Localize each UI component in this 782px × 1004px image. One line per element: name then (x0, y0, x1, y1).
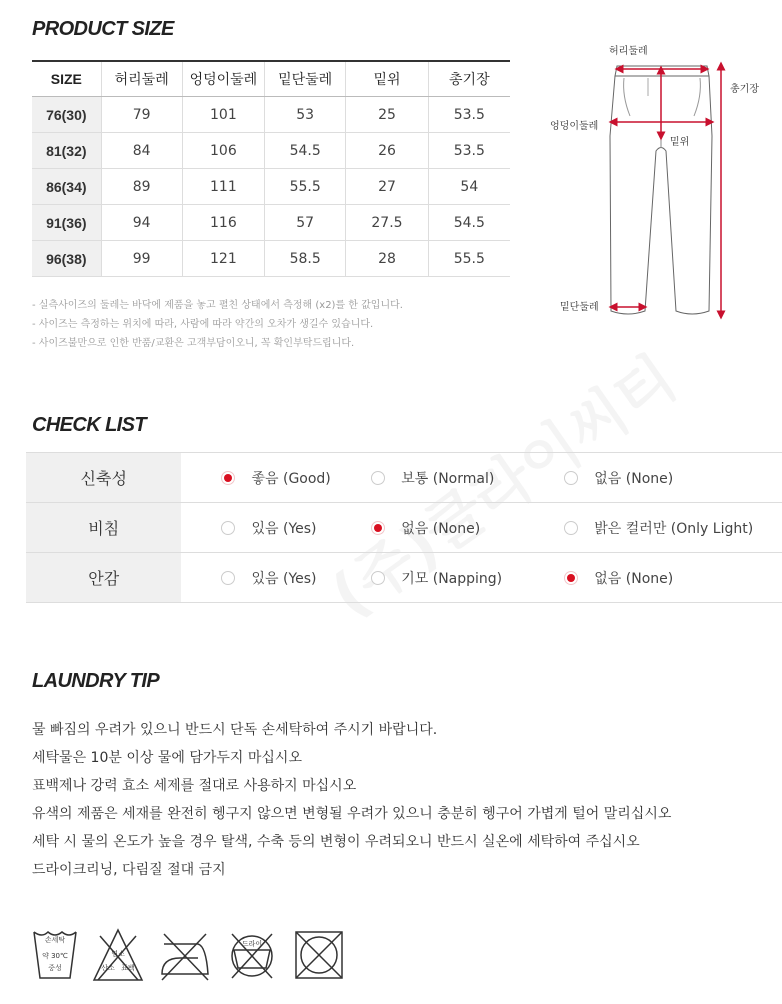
table-cell: 106 (182, 133, 264, 169)
table-row (32, 169, 510, 205)
radio-icon (221, 571, 235, 585)
checklist-row-label: 안감 (26, 553, 181, 603)
table-cell: 58.5 (265, 241, 346, 277)
table-cell: 53 (265, 97, 346, 133)
option-label: 없음 (None) (594, 470, 674, 487)
laundry-tip: 표백제나 강력 효소 세제를 절대로 사용하지 마십시오 (32, 778, 357, 794)
icon-text: 약 30℃ (42, 952, 68, 960)
option-label: 보통 (Normal) (401, 470, 495, 487)
size-cell: 76(30) (32, 97, 101, 133)
size-cell: 81(32) (32, 133, 101, 169)
header-rise: 밑위 (346, 61, 428, 97)
radio-icon (564, 471, 578, 485)
header-hip: 엉덩이둘레 (182, 61, 264, 97)
laundry-title: LAUNDRY TIP (32, 670, 160, 692)
table-cell: 28 (346, 241, 428, 277)
diagram-label-rise: 밑위 (670, 137, 690, 148)
table-cell: 54.5 (265, 133, 346, 169)
diagram-label-waist: 허리둘레 (609, 46, 648, 57)
laundry-tip: 드라이크리닝, 다림질 절대 금지 (32, 862, 226, 878)
radio-selected-icon (564, 571, 578, 585)
table-cell: 55.5 (265, 169, 346, 205)
table-row (32, 133, 510, 169)
laundry-tip: 유색의 제품은 세재를 완전히 헹구지 않으면 변형될 우려가 있으니 충분히 헹구어 가볍게 털어 말리십시오 (32, 806, 672, 822)
checklist-table (26, 452, 782, 603)
checklist-option-cell (336, 453, 564, 503)
icon-text: 중성 (48, 964, 62, 972)
table-cell: 27 (346, 169, 428, 205)
checklist-row-sheerness (26, 503, 782, 553)
option-lining-none[interactable] (564, 568, 673, 588)
table-cell: 25 (346, 97, 428, 133)
size-cell: 86(34) (32, 169, 101, 205)
radio-icon (371, 471, 385, 485)
option-label: 있음 (Yes) (251, 570, 317, 587)
pants-diagram (520, 36, 782, 326)
checklist-option-cell (181, 553, 336, 603)
icon-text: 드라이 (241, 940, 263, 948)
size-note: - 사이즈는 측정하는 위치에 따라, 사람에 따라 약간의 오차가 생길수 있습니다. (32, 319, 374, 330)
option-stretch-normal[interactable] (371, 468, 494, 488)
laundry-tip: 세탁 시 물의 온도가 높을 경우 탈색, 수축 등의 변형이 우려되오니 반드시 실온에 세탁하여 주십시오 (32, 834, 640, 850)
option-sheer-none[interactable] (371, 518, 480, 538)
table-cell: 79 (101, 97, 182, 133)
table-cell: 94 (101, 205, 182, 241)
radio-icon (564, 521, 578, 535)
table-cell: 27.5 (346, 205, 428, 241)
option-label: 기모 (Napping) (401, 570, 503, 587)
checklist-title: CHECK LIST (32, 414, 147, 436)
checklist-option-cell (336, 553, 564, 603)
table-cell: 26 (346, 133, 428, 169)
checklist-option-cell (564, 553, 782, 603)
table-cell: 89 (101, 169, 182, 205)
icon-text: 표백 (121, 964, 135, 972)
laundry-tip: 세탁물은 10분 이상 물에 담가두지 마십시오 (32, 750, 302, 766)
checklist-row-lining (26, 553, 782, 603)
option-label: 밝은 컬러만 (Only Light) (594, 520, 754, 537)
table-cell: 111 (182, 169, 264, 205)
option-lining-yes[interactable] (221, 568, 316, 588)
option-label: 없음 (None) (401, 520, 481, 537)
radio-selected-icon (221, 471, 235, 485)
table-cell: 121 (182, 241, 264, 277)
size-notes (32, 296, 403, 353)
table-row (32, 241, 510, 277)
header-hem: 밑단둘레 (265, 61, 346, 97)
header-size: SIZE (32, 61, 101, 97)
no-tumble-dry-icon (296, 932, 342, 978)
checklist-option-cell (564, 453, 782, 503)
table-cell: 53.5 (428, 97, 510, 133)
table-row (32, 97, 510, 133)
laundry-tips (32, 716, 671, 884)
option-label: 없음 (None) (594, 570, 674, 587)
option-sheer-light-only[interactable] (564, 518, 753, 538)
size-cell: 96(38) (32, 241, 101, 277)
table-cell: 57 (265, 205, 346, 241)
size-note: - 실측사이즈의 둘레는 바닥에 제품을 놓고 펼친 상태에서 측정해 (x2)를 한 값입니다. (32, 300, 403, 311)
size-table-header-row (32, 61, 510, 97)
icon-text: 손세탁 (44, 936, 66, 944)
size-note: - 사이즈불만으로 인한 반품/교환은 고객부담이오니, 꼭 확인부탁드립니다. (32, 338, 355, 349)
checklist-row-stretch (26, 453, 782, 503)
size-section-title: PRODUCT SIZE (32, 18, 174, 40)
care-icons (30, 928, 360, 984)
diagram-label-hip: 엉덩이둘레 (550, 121, 599, 132)
diagram-label-hem: 밑단둘레 (560, 302, 599, 313)
option-label: 있음 (Yes) (251, 520, 317, 537)
table-cell: 54.5 (428, 205, 510, 241)
checklist-option-cell (336, 503, 564, 553)
table-cell: 55.5 (428, 241, 510, 277)
size-table (32, 60, 510, 277)
option-stretch-good[interactable] (221, 468, 330, 488)
radio-selected-icon (371, 521, 385, 535)
checklist-option-cell (564, 503, 782, 553)
option-label: 좋음 (Good) (251, 470, 331, 487)
icon-text: 산소 (101, 964, 115, 972)
table-cell: 54 (428, 169, 510, 205)
option-sheer-yes[interactable] (221, 518, 316, 538)
checklist-row-label: 비침 (26, 503, 181, 553)
no-iron-icon (162, 934, 208, 980)
table-cell: 84 (101, 133, 182, 169)
table-cell: 99 (101, 241, 182, 277)
radio-icon (371, 571, 385, 585)
table-row (32, 205, 510, 241)
header-waist: 허리둘레 (101, 61, 182, 97)
radio-icon (221, 521, 235, 535)
checklist-option-cell (181, 453, 336, 503)
care-symbols (30, 928, 360, 984)
diagram-label-length: 총기장 (730, 84, 759, 95)
checklist-row-label: 신축성 (26, 453, 181, 503)
size-cell: 91(36) (32, 205, 101, 241)
table-cell: 116 (182, 205, 264, 241)
checklist-option-cell (181, 503, 336, 553)
option-stretch-none[interactable] (564, 468, 673, 488)
laundry-tip: 물 빠짐의 우려가 있으니 반드시 단독 손세탁하여 주시기 바랍니다. (32, 722, 438, 738)
table-cell: 53.5 (428, 133, 510, 169)
table-cell: 101 (182, 97, 264, 133)
option-lining-napping[interactable] (371, 568, 502, 588)
header-length: 총기장 (428, 61, 510, 97)
icon-text: 염소 (111, 950, 125, 958)
